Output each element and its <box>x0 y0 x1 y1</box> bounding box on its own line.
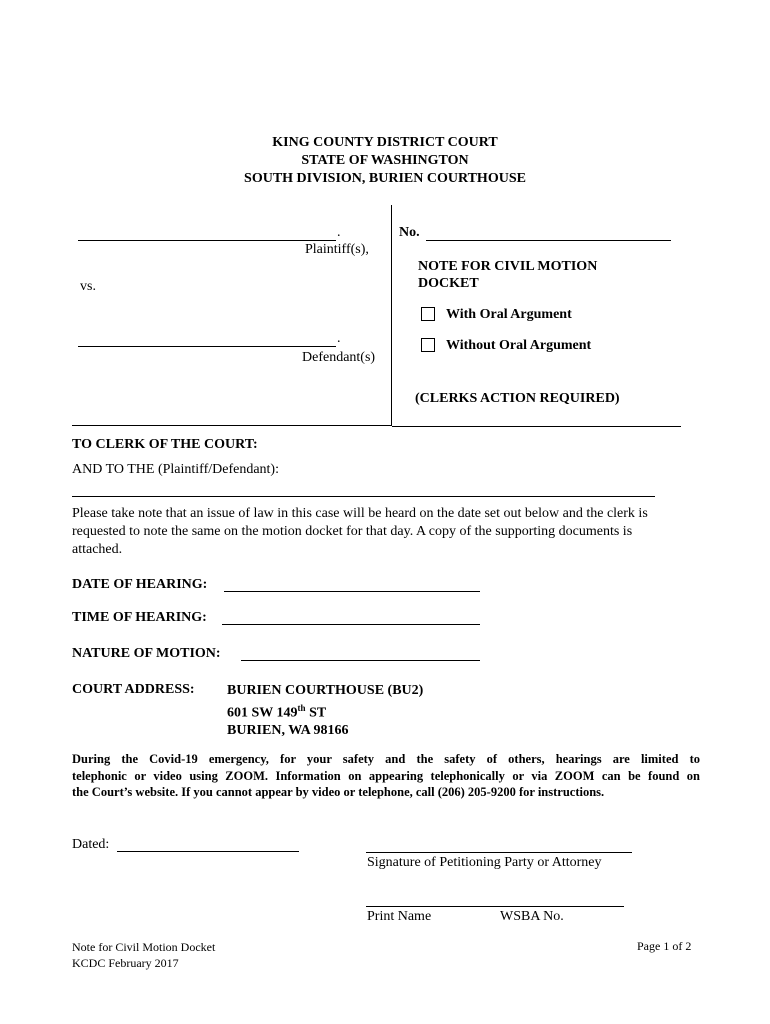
time-of-hearing-field[interactable] <box>222 610 480 625</box>
dated-label: Dated: <box>72 837 110 852</box>
court-division: SOUTH DIVISION, BURIEN COURTHOUSE <box>244 171 526 186</box>
defendant-label: Defendant(s) <box>302 350 376 365</box>
covid-line3: the Court’s website. If you cannot appear by video or telephone, call (206) 205-9200 for instructions. <box>72 785 605 799</box>
date-of-hearing-label: DATE OF HEARING: <box>72 577 208 592</box>
print-name-label: Print Name <box>367 909 432 924</box>
caption-bottom-rule-left <box>72 425 392 426</box>
and-to-label: AND TO THE (Plaintiff/Defendant): <box>72 462 279 477</box>
defendant-period: . <box>337 331 341 346</box>
notice-line2: requested to note the same on the motion docket for that day. A copy of the supporting documents is <box>72 524 633 539</box>
court-address-line2 <box>227 700 423 722</box>
signature-field[interactable] <box>366 838 632 853</box>
court-address-line1: BURIEN COURTHOUSE (BU2) <box>227 683 424 698</box>
address-ordinal: th <box>297 702 306 713</box>
date-of-hearing-field[interactable] <box>224 577 480 592</box>
defendant-field[interactable] <box>78 332 336 347</box>
caption-bottom-rule-right <box>392 426 681 427</box>
footer-form-name: Note for Civil Motion Docket <box>72 940 216 954</box>
nature-of-motion-label: NATURE OF MOTION: <box>72 646 221 661</box>
address-street-number: 601 SW 149 <box>227 705 298 721</box>
footer-form-code: KCDC February 2017 <box>72 956 179 970</box>
notice-line1: Please take note that an issue of law in this case will be heard on the date set out below and the clerk is <box>72 506 648 521</box>
footer-left <box>72 939 215 971</box>
notice-paragraph <box>72 505 712 559</box>
document-title-line2: DOCKET <box>418 276 479 291</box>
notice-line3: attached. <box>72 542 123 557</box>
versus-label: vs. <box>80 279 96 294</box>
covid-line2: telephonic or video using ZOOM. Information on appearing telephonically or via ZOOM can be found on <box>72 768 700 783</box>
court-address <box>227 682 423 739</box>
no-oral-argument-label: Without Oral Argument <box>446 338 592 353</box>
oral-argument-label: With Oral Argument <box>446 307 572 322</box>
court-header <box>0 134 770 188</box>
party-field[interactable] <box>72 482 655 497</box>
to-clerk-heading: TO CLERK OF THE COURT: <box>72 437 258 452</box>
print-name-field[interactable] <box>366 892 624 907</box>
court-state: STATE OF WASHINGTON <box>301 153 469 168</box>
court-name: KING COUNTY DISTRICT COURT <box>272 135 498 150</box>
address-street-suffix: ST <box>305 705 327 721</box>
plaintiff-label: Plaintiff(s), <box>305 242 369 257</box>
case-number-field[interactable] <box>426 226 671 241</box>
page-number: Page 1 of 2 <box>637 939 692 953</box>
dated-field[interactable] <box>117 837 299 852</box>
time-of-hearing-label: TIME OF HEARING: <box>72 610 207 625</box>
oral-argument-checkbox[interactable] <box>421 307 435 321</box>
covid-line1: During the Covid-19 emergency, for your safety and the safety of others, hearings are limited to <box>72 752 700 766</box>
case-number-label: No. <box>399 225 420 240</box>
plaintiff-field[interactable] <box>78 226 336 241</box>
signature-label: Signature of Petitioning Party or Attorney <box>367 855 602 870</box>
court-address-label: COURT ADDRESS: <box>72 682 195 697</box>
court-address-line3: BURIEN, WA 98166 <box>227 722 349 738</box>
plaintiff-period: . <box>337 225 341 240</box>
clerk-action-note: (CLERKS ACTION REQUIRED) <box>415 391 620 406</box>
caption-vertical-rule <box>391 205 392 426</box>
document-title <box>418 258 597 292</box>
covid-notice <box>72 751 700 801</box>
no-oral-argument-checkbox[interactable] <box>421 338 435 352</box>
document-title-line1: NOTE FOR CIVIL MOTION <box>418 259 598 274</box>
wsba-label: WSBA No. <box>500 909 564 924</box>
nature-of-motion-field[interactable] <box>241 646 480 661</box>
